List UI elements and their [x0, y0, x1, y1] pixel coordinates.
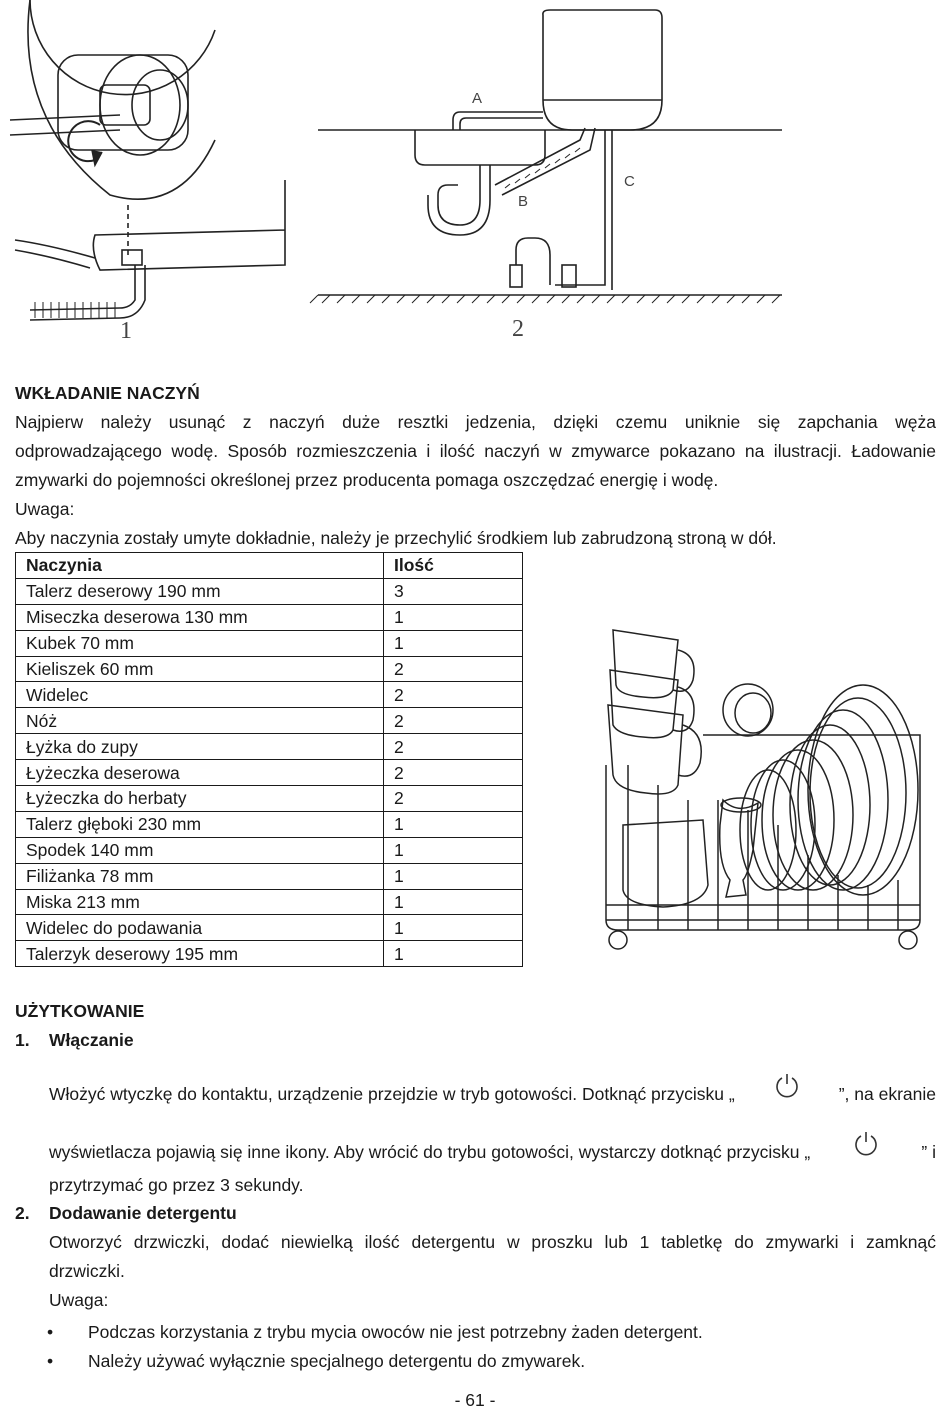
table-cell-quantity: 2 — [384, 708, 523, 734]
table-row — [16, 682, 523, 708]
table-row — [16, 837, 523, 863]
table-row — [16, 811, 523, 837]
table-cell-dish: Widelec do podawania — [16, 915, 384, 941]
table-row — [16, 630, 523, 656]
table-row — [16, 578, 523, 604]
item2-title: Dodawanie detergentu — [49, 1203, 237, 1223]
power-icon — [853, 1128, 879, 1164]
table-row — [16, 889, 523, 915]
table-cell-dish: Łyżeczka deserowa — [16, 760, 384, 786]
usage-heading: UŻYTKOWANIE — [15, 1001, 145, 1021]
item2-line-2: drzwiczki. — [49, 1261, 125, 1281]
table-row — [16, 734, 523, 760]
item2-line-1: Otworzyć drzwiczki, dodać niewielką ilość detergentu w proszku lub 1 tabletkę do zmywarki i zamknąć — [49, 1232, 936, 1252]
bullet-text-1: Podczas korzystania z trybu mycia owoców nie jest potrzebny żaden detergent. — [88, 1322, 703, 1342]
table-cell-dish: Miseczka deserowa 130 mm — [16, 604, 384, 630]
table-cell-dish: Nóż — [16, 708, 384, 734]
item1-line-3: przytrzymać go przez 3 sekundy. — [49, 1175, 304, 1195]
label-b: B — [518, 193, 529, 210]
item1-title: Włączanie — [49, 1030, 134, 1050]
bullet-text-2: Należy używać wyłącznie specjalnego detergentu do zmywarek. — [88, 1351, 586, 1371]
table-cell-dish: Talerz głęboki 230 mm — [16, 811, 384, 837]
table-cell-quantity: 2 — [384, 656, 523, 682]
item1-line-2b: ” i — [921, 1142, 936, 1162]
item1-number: 1. — [15, 1030, 30, 1050]
table-cell-dish: Kubek 70 mm — [16, 630, 384, 656]
figure-2-sink-installation — [310, 0, 790, 310]
bullet-symbol-2: • — [47, 1351, 54, 1371]
page-number: - 61 - — [454, 1390, 496, 1410]
dish-rack-illustration — [598, 625, 928, 955]
table-row — [16, 604, 523, 630]
table-row — [16, 708, 523, 734]
dishes-table — [15, 552, 523, 967]
table-cell-dish: Spodek 140 mm — [16, 837, 384, 863]
item1-line-1b: ”, na ekranie — [838, 1084, 936, 1104]
table-cell-quantity: 2 — [384, 734, 523, 760]
table-row — [16, 863, 523, 889]
table-row — [16, 915, 523, 941]
figure-1-hose-connection — [10, 0, 300, 320]
table-cell-dish: Filiżanka 78 mm — [16, 863, 384, 889]
table-cell-quantity: 1 — [384, 604, 523, 630]
item1-line-2 — [49, 1124, 936, 1164]
table-header-row — [16, 553, 523, 579]
table-header-quantity: Ilość — [384, 553, 523, 579]
table-cell-dish: Widelec — [16, 682, 384, 708]
loading-note-text: Aby naczynia zostały umyte dokładnie, należy je przechylić środkiem lub zabrudzoną stroną w dół. — [15, 528, 777, 548]
loading-heading: WKŁADANIE NACZYŃ — [15, 383, 200, 403]
table-cell-dish: Łyżeczka do herbaty — [16, 786, 384, 812]
figure-2-label: 2 — [512, 316, 524, 342]
label-c: C — [624, 173, 635, 190]
loading-paragraph-line-2: odprowadzającego wodę. Sposób rozmieszczenia i ilość naczyń w zmywarce pokazano na ilustracji. Ładowanie — [15, 441, 936, 461]
table-cell-quantity: 1 — [384, 630, 523, 656]
bullet-symbol-1: • — [47, 1322, 54, 1342]
item2-note: Uwaga: — [49, 1290, 109, 1310]
loading-paragraph-line-3: zmywarki do pojemności określonej przez producenta pomaga oszczędzać energię i wodę. — [15, 470, 719, 490]
table-row — [16, 941, 523, 967]
table-cell-dish: Talerzyk deserowy 195 mm — [16, 941, 384, 967]
table-cell-quantity: 2 — [384, 760, 523, 786]
table-cell-quantity: 1 — [384, 889, 523, 915]
table-cell-quantity: 1 — [384, 811, 523, 837]
table-cell-dish: Łyżka do zupy — [16, 734, 384, 760]
table-cell-quantity: 1 — [384, 863, 523, 889]
table-row — [16, 760, 523, 786]
table-cell-quantity: 1 — [384, 837, 523, 863]
item2-number: 2. — [15, 1203, 30, 1223]
table-row — [16, 786, 523, 812]
label-a: A — [472, 90, 483, 107]
figure-1-label: 1 — [120, 318, 132, 344]
table-cell-dish: Talerz deserowy 190 mm — [16, 578, 384, 604]
table-cell-quantity: 2 — [384, 682, 523, 708]
item1-line-2a: wyświetlacza pojawią się inne ikony. Aby wrócić do trybu gotowości, wystarczy dotknąć przycisku „ — [49, 1142, 811, 1162]
table-cell-dish: Kieliszek 60 mm — [16, 656, 384, 682]
table-cell-quantity: 1 — [384, 941, 523, 967]
table-header-dishes: Naczynia — [16, 553, 384, 579]
item1-line-1a: Włożyć wtyczkę do kontaktu, urządzenie przejdzie w tryb gotowości. Dotknąć przycisku „ — [49, 1084, 735, 1104]
table-cell-quantity: 1 — [384, 915, 523, 941]
item1-line-1 — [49, 1066, 936, 1106]
loading-note-label: Uwaga: — [15, 499, 75, 519]
power-icon — [774, 1070, 800, 1106]
table-cell-quantity: 2 — [384, 786, 523, 812]
table-cell-quantity: 3 — [384, 578, 523, 604]
table-cell-dish: Miska 213 mm — [16, 889, 384, 915]
loading-paragraph-line-1: Najpierw należy usunąć z naczyń duże resztki jedzenia, dzięki czemu uniknie się zapchania węża — [15, 412, 936, 432]
table-row — [16, 656, 523, 682]
